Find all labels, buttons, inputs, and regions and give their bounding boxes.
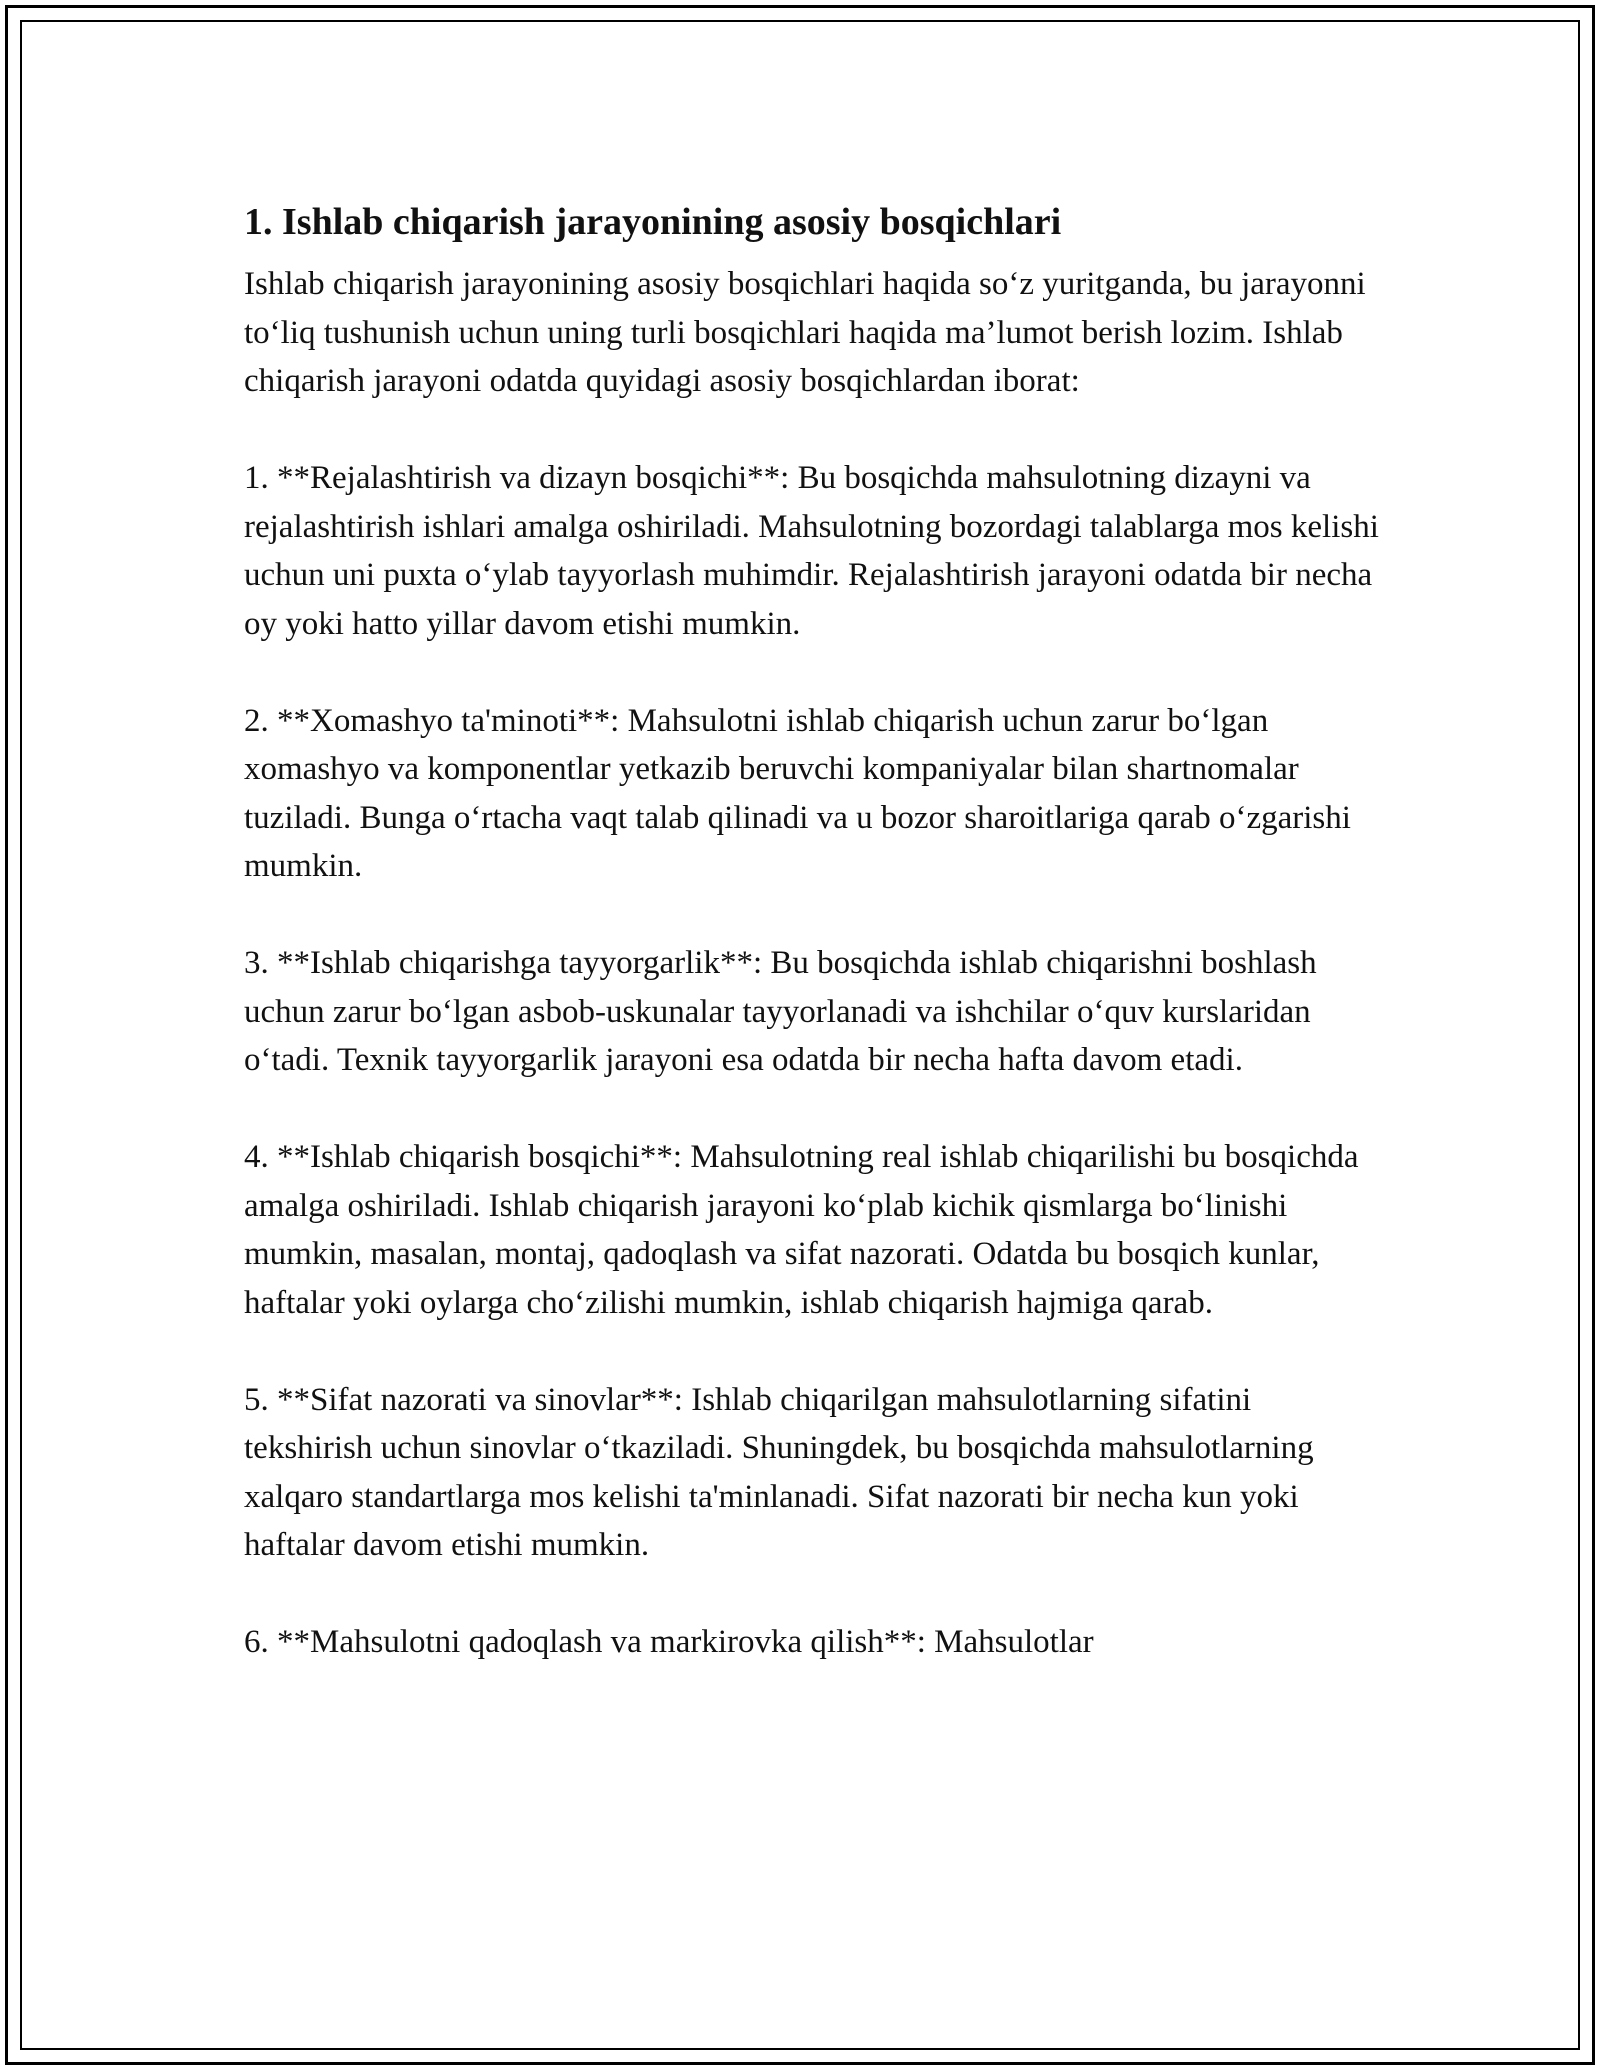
intro-paragraph: Ishlab chiqarish jarayonining asosiy bosqichlari haqida so‘z yuritganda, bu jarayonni to‘liq tushunish uchun uning turli bosqichlari haqida ma’lumot berish lozim. Ishlab chiqarish jarayoni odatda quyidagi asosiy bosqichlardan iborat: <box>244 266 1366 399</box>
page-frame <box>5 5 1595 2065</box>
stage-paragraph-3: 3. **Ishlab chiqarishga tayyorgarlik**: Bu bosqichda ishlab chiqarishni boshlash uchun zarur bo‘lgan asbob-uskunalar tayyorlanadi va ishchilar o‘quv kurslaridan o‘tadi. Texnik tayyorgarlik jarayoni esa odatda bir necha hafta davom etadi. <box>244 945 1317 1078</box>
stage-paragraph-2: 2. **Xomashyo ta'minoti**: Mahsulotni ishlab chiqarish uchun zarur bo‘lgan xomashyo va komponentlar yetkazib beruvchi kompaniyalar bilan shartnomalar tuziladi. Bunga o‘rtacha vaqt talab qilinadi va u bozor sharoitlariga qarab o‘zgarishi mumkin. <box>244 702 1351 884</box>
section-heading: 1. Ishlab chiqarish jarayonining asosiy bosqichlari <box>244 201 1062 243</box>
stage-paragraph-5: 5. **Sifat nazorati va sinovlar**: Ishlab chiqarilgan mahsulotlarning sifatini tekshirish uchun sinovlar o‘tkaziladi. Shuningdek, bu bosqichda mahsulotlarning xalqaro standartlarga mos kelishi ta'minlanadi. Sifat nazorati bir necha kun yoki haftalar davom etishi mumkin. <box>244 1381 1314 1563</box>
stage-paragraph-4: 4. **Ishlab chiqarish bosqichi**: Mahsulotning real ishlab chiqarilishi bu bosqichda amalga oshiriladi. Ishlab chiqarish jarayoni ko‘plab kichik qismlarga bo‘linishi mumkin, masalan, montaj, qadoqlash va sifat nazorati. Odatda bu bosqich kunlar, haftalar yoki oylarga cho‘zilishi mumkin, ishlab chiqarish hajmiga qarab. <box>244 1139 1359 1321</box>
document-body <box>244 194 1384 1667</box>
stage-paragraph-6: 6. **Mahsulotni qadoqlash va markirovka qilish**: Mahsulotlar <box>244 1624 1094 1660</box>
stage-paragraph-1: 1. **Rejalashtirish va dizayn bosqichi**: Bu bosqichda mahsulotning dizayni va rejalashtirish ishlari amalga oshiriladi. Mahsulotning bozordagi talablarga mos kelishi uchun uni puxta o‘ylab tayyorlash muhimdir. Rejalashtirish jarayoni odatda bir necha oy yoki hatto yillar davom etishi mumkin. <box>244 460 1379 642</box>
